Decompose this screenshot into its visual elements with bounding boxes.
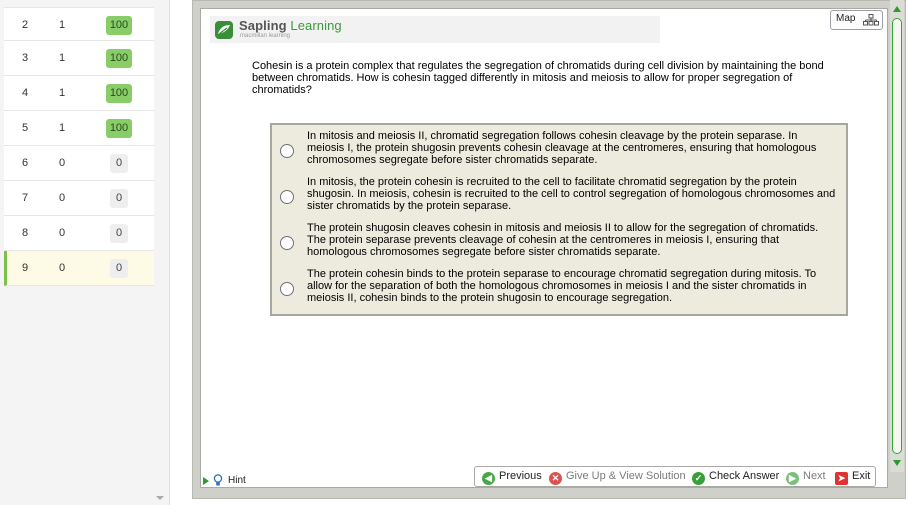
next-button[interactable] bbox=[786, 470, 826, 485]
question-nav-bar bbox=[474, 466, 876, 487]
score-badge: 100 bbox=[106, 119, 132, 138]
hint-label: Hint bbox=[228, 475, 246, 486]
score-badge: 100 bbox=[106, 84, 132, 103]
previous-button[interactable] bbox=[482, 470, 542, 485]
choice-text: In mitosis and meiosis II, chromatid segregation follows cohesin cleavage by the protein separase. In meiosis I, the protein shugosin prevents cohesin cleavage at the centromeres, ensuring that homologous chromosomes segregate before sister chromatids separate. bbox=[307, 130, 817, 166]
arrow-left-icon: ◀ bbox=[482, 472, 495, 485]
table-row[interactable] bbox=[4, 7, 154, 41]
table-row[interactable] bbox=[4, 41, 154, 76]
map-button[interactable] bbox=[830, 10, 883, 30]
radio-button[interactable] bbox=[280, 236, 294, 250]
question-number: 7 bbox=[21, 192, 29, 204]
table-row[interactable] bbox=[4, 216, 154, 251]
attempts-count: 0 bbox=[58, 192, 66, 204]
attempts-count: 0 bbox=[58, 157, 66, 169]
exit-label: Exit bbox=[852, 470, 871, 482]
lightbulb-icon bbox=[213, 474, 224, 487]
sitemap-icon bbox=[863, 14, 879, 29]
scrollbar-thumb[interactable] bbox=[892, 18, 902, 454]
answer-choices bbox=[270, 123, 848, 316]
score-table bbox=[4, 7, 154, 286]
brand-part-sapling: Sapling bbox=[239, 18, 287, 33]
score-badge: 0 bbox=[110, 154, 128, 173]
attempts-count: 0 bbox=[58, 262, 66, 274]
table-row[interactable] bbox=[4, 76, 154, 111]
question-text: Cohesin is a protein complex that regulates the segregation of chromatids during cell division by maintaining the bond between chromatids. How is cohesin tagged differently in mitosis and meiosis to allow for proper segregation of chromatids? bbox=[252, 60, 824, 96]
exit-door-icon: ➤ bbox=[835, 472, 848, 485]
scroll-down-arrow-icon[interactable] bbox=[893, 460, 901, 466]
check-answer-button[interactable] bbox=[692, 470, 779, 485]
arrow-right-icon: ▶ bbox=[786, 472, 799, 485]
scroll-up-arrow-icon[interactable] bbox=[893, 6, 901, 12]
question-number: 8 bbox=[21, 227, 29, 239]
attempts-count: 1 bbox=[58, 87, 66, 99]
question-number: 9 bbox=[21, 262, 29, 274]
question-number: 6 bbox=[21, 157, 29, 169]
scroll-down-arrow-icon[interactable] bbox=[156, 496, 164, 500]
choice-text: In mitosis, the protein cohesin is recruited to the cell to facilitate chromatid segregation by the protein shugosin. In meiosis, cohesin is recruited to the cell to control segregation of homologous chromosomes and sister chromatids by the protein separase. bbox=[307, 176, 836, 212]
expand-triangle-icon bbox=[203, 477, 209, 485]
radio-button[interactable] bbox=[280, 190, 294, 204]
attempts-count: 1 bbox=[58, 52, 66, 64]
table-row[interactable] bbox=[4, 181, 154, 216]
question-number: 2 bbox=[21, 19, 29, 31]
brand-name bbox=[239, 18, 342, 33]
table-row[interactable] bbox=[4, 111, 154, 146]
radio-button[interactable] bbox=[280, 282, 294, 296]
map-label: Map bbox=[836, 13, 856, 24]
brand-part-learning: Learning bbox=[286, 18, 342, 33]
question-number: 3 bbox=[21, 52, 29, 64]
score-badge: 100 bbox=[106, 16, 132, 35]
score-badge: 0 bbox=[110, 189, 128, 208]
question-number: 4 bbox=[21, 87, 29, 99]
assignment-score-panel bbox=[0, 0, 170, 505]
attempts-count: 0 bbox=[58, 227, 66, 239]
exit-button[interactable] bbox=[835, 470, 870, 485]
score-badge: 0 bbox=[110, 224, 128, 243]
give-up-label: Give Up & View Solution bbox=[566, 470, 686, 482]
vertical-scrollbar[interactable] bbox=[890, 0, 904, 472]
check-answer-label: Check Answer bbox=[709, 470, 780, 482]
brand-subtitle: macmillan learning bbox=[240, 33, 291, 39]
table-row-current[interactable] bbox=[4, 251, 154, 286]
attempts-count: 1 bbox=[58, 122, 66, 134]
table-row[interactable] bbox=[4, 146, 154, 181]
give-up-button[interactable] bbox=[549, 470, 686, 485]
attempts-count: 1 bbox=[58, 19, 66, 31]
score-badge: 0 bbox=[110, 259, 128, 278]
sapling-leaf-icon bbox=[215, 21, 233, 39]
checkmark-icon: ✓ bbox=[692, 472, 705, 485]
next-label: Next bbox=[803, 470, 826, 482]
score-badge: 100 bbox=[106, 49, 132, 68]
previous-label: Previous bbox=[499, 470, 542, 482]
question-number: 5 bbox=[21, 122, 29, 134]
choice-text: The protein shugosin cleaves cohesin in mitosis and meiosis II to allow for the segregation of chromatids. The protein separase prevents cleavage of cohesin at the centromeres in meiosis I, ensuring that homologous chromosomes segregate before sister chromatids separate. bbox=[307, 222, 819, 258]
stop-icon: ✕ bbox=[549, 472, 562, 485]
choice-text: The protein cohesin binds to the protein separase to encourage chromatid segregation during mitosis. To allow for the separation of both the homologous chromosomes in meiosis I and the sister chromatids in meiosis II, cohesin binds to the protein shugosin to encourage segregation. bbox=[307, 268, 817, 304]
radio-button[interactable] bbox=[280, 144, 294, 158]
